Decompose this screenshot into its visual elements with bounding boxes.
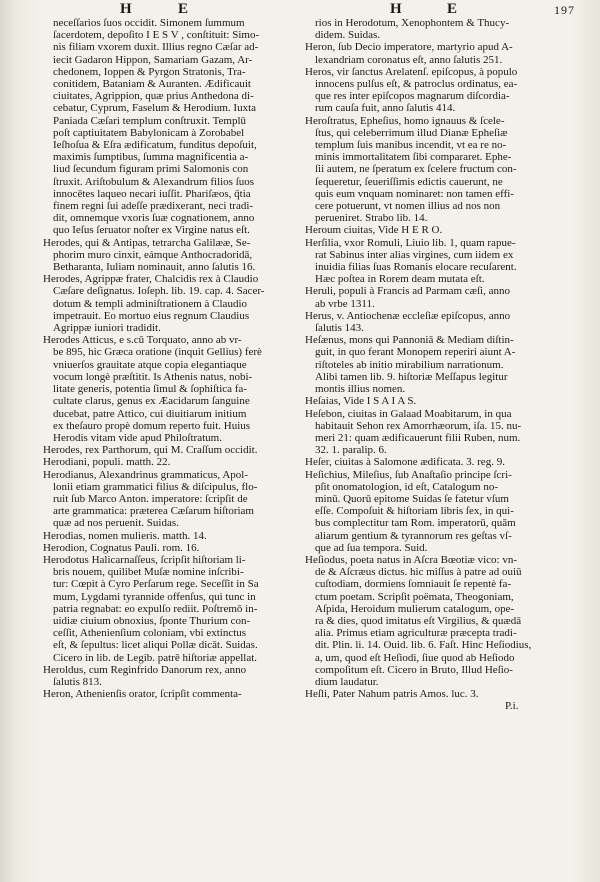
entry-text-line: Paniada Cæſari templum conſtruxit. Templū [53,114,247,127]
entry-text-line: dotum & templi adminiſtrationem à Claudio [53,297,247,310]
entry-text-line: perueniret. Strabo lib. 14. [315,212,428,225]
entry-text-line: templum ſuis manibus incendit, vt ea re no- [315,139,507,152]
entry-text-line: ſalutis 813. [53,675,102,688]
entry-text-line: uidiæ ciuium obnoxius, ſponte Thurium con- [53,614,251,627]
entry-text-line: tur: Cœpit à Cyro Perſarum rege. Seceſſit in Sa [53,578,259,591]
entry-text-line: pſit onomatologion, id eſt, Catalogum no- [315,480,499,493]
entry-text-line: ſtruxit. Ariſtobulum & Alexandrum filios ſuos [53,175,255,188]
entry-text-line: rios in Herodotum, Xenophontem & Thucy- [315,17,510,29]
entry-text-line: inuidia filias ſuas Romanis elocare recuſarent. [315,261,517,274]
entry-text-line: be 895, hic Græca oratione (inquit Gellius) ferè [53,346,262,359]
entry-text-line: Ieſhoſua & Eſra ædificatum, funditus depoſuit, [53,139,257,152]
entry-text-line: innocētes laqueo necari iuſſit. Phariſæos, q̄tia [53,187,251,200]
entry-text-line: liud ſecundum figuram primi Salomonis con [53,163,249,176]
entry-text-line: impetrauit. Eo mortuo eius regnum Claudius [53,309,250,322]
entry-headword-line: Herodes, Agrippæ frater, Chalcidis rex à Claudio [43,273,259,286]
entry-headword-line: Heroum ciuitas, Vide H E R O. [305,224,443,237]
entry-text-line: montis illius nomen. [315,383,406,396]
page-number: 197 [554,3,575,17]
entry-headword-line: Heron, Athenienſis orator, ſcripſit commenta- [43,688,242,701]
right-column [305,17,573,713]
entry-headword-line: Heſli, Pater Nahum patris Amos. luc. 3. [305,688,479,701]
entry-text-line: innocens pulſus eſt, & patroclus ordinatus, ea- [315,78,518,91]
entry-text-line: ducebat, patre Attico, cui diuitiarum initium [53,407,247,420]
entry-text-line: patria regnabat: eo expulſo rediit. Poſtremō in- [53,602,258,615]
entry-text-line: rat Sabinus inter alias virgines, cum iidem ex [315,248,514,261]
entry-text-line: Alibi tamen lib. 9. hiſtoriæ Meſſapus legitur [315,370,508,383]
entry-text-line: ra & dies, quod imitatus eſt Virgilius, & quædā [315,614,522,627]
entry-headword-line: Herodiani, populi. matth. 22. [43,456,171,469]
entry-text-line: litate generis, potentia ſimul & ſophiſtica fa- [53,383,247,396]
entry-text-line: que res inter epiſcopos magnarum diſcordia- [315,90,510,103]
entry-headword-line: Herodias, nomen mulieris. matth. 14. [43,529,207,542]
entry-text-line: Betharanta, Iuliam nominauit, anno ſalutis 16. [53,261,256,274]
entry-headword-line: Herodotus Halicarnaſſeus, ſcripſit hiſtoriam li- [43,553,246,566]
entry-text-line: ceſſit, Athenienſium coloniam, vbi extinctus [53,627,247,640]
entry-text-line: ab vrbe 1311. [315,297,375,310]
left-column [43,17,305,700]
entry-headword-line: Heſebon, ciuitas in Galaad Moabitarum, in qua [305,407,512,420]
entry-headword-line: Heros, vir ſanctus Arelatenſ. epiſcopus, à populo [305,65,518,78]
entry-text-line: arte grammatica: præterea Cæſarum hiſtoriam [53,505,254,518]
entry-text-line: a, um, quod eſt Heſiodi, ſiue quod ab Heſiodo [315,651,515,664]
entry-text-line: P.i. [505,700,519,713]
header-letter-right-a: H [390,1,403,17]
entry-text-line: vniuerſos grauitate atque copia elegantiaque [53,358,247,371]
entry-text-line: didem. Suidas. [315,29,381,42]
entry-headword-line: Heruli, populi à Francis ad Parmam cæſi, anno [305,285,510,298]
entry-text-line: cultate clarus, genus ex Æacidarum ſanguine [53,395,250,408]
entry-headword-line: Herodion, Cognatus Pauli. rom. 16. [43,541,200,554]
entry-text-line: ctum poetam. Scripſit poëmata, Theogoniam, [315,590,514,603]
header-letter-left-a: H [120,1,133,17]
entry-text-line: ex theſauro propè domum reperto fuit. Huius [53,419,251,432]
entry-text-line: dit, omnemque vxoris ſuæ cognationem, anno [53,212,255,225]
entry-text-line: chedonem, Ioppen & Pyrgon Stratonis, Tra- [53,65,246,78]
entry-text-line: habitauit Sehon rex Amorrhæorum, iſa. 15. nu- [315,419,522,432]
entry-text-line: nis filiam vxorem duxit. Illius regno Cæſar ad- [53,41,259,54]
entry-text-line: ſalutis 143. [315,322,364,335]
entry-text-line: ſacerdotem, depoſito I E S V , conſtituit: Simo- [53,29,260,42]
entry-text-line: lexandriam coronatus eſt, anno ſalutis 251. [315,53,503,66]
entry-text-line: cuſtodiam, dormiens ſomniauit ſe repentè fa- [315,578,512,591]
entry-text-line: phorim muro cinxit, eámque Anthocradoridā, [53,248,253,261]
entry-headword-line: Heron, ſub Decio imperatore, martyrio apud A- [305,41,513,54]
entry-headword-line: Herodes Atticus, e s.cū Torquato, anno ab vr- [43,334,242,347]
entry-text-line: meri 21: quam ædificauerunt filii Ruben, num. [315,431,521,444]
entry-headword-line: Herus, v. Antiochenæ eccleſiæ epiſcopus, anno [305,309,511,322]
header-letter-right-b: E [447,1,459,17]
entry-headword-line: Herodes, qui & Antipas, tetrarcha Galilææ, Se- [43,236,251,249]
entry-text-line: que ad ſua tempora. Suid. [315,541,428,554]
entry-text-line: Cicero in lib. de Legib. patrē hiſtoriæ appellat. [53,651,258,664]
entry-text-line: dit. Plin. li. 14. Ouid. lib. 6. Faſt. Hinc Heſiodius, [315,639,532,652]
entry-text-line: guit, in quo ferant Monopem reperiri aiunt A- [315,346,516,359]
entry-headword-line: Heſiodus, poeta natus in Aſcra Bœotiæ vico: vn- [305,553,518,566]
entry-text-line: Cæſare deſignatus. Ioſeph. lib. 19. cap. 4. Sacer- [53,285,265,298]
entry-text-line: compoſitum eſt. Cicero in Bruto, Illud Heſio- [315,663,513,676]
entry-text-line: ciuitates, Agrippion, quæ prius Anthedona di- [53,90,254,103]
entry-text-line: ſequeretur, ſeueriſſimis edictis cauerunt, ne [315,175,503,188]
entry-headword-line: Heſaias, Vide I S A I A S. [305,395,417,408]
entry-text-line: ſii autem, ne ſperatum ex ſcelere fructum con- [315,163,517,176]
entry-headword-line: Herodes, rex Parthorum, qui M. Craſſum occidit. [43,444,258,457]
entry-text-line: cebatur, Cyprum, Faselum & Herodium. Iuxta [53,102,257,115]
entry-headword-line: Heroſtratus, Epheſius, homo ignauus & ſcele- [305,114,505,127]
entry-text-line: alia. Primus etiam agriculturæ præcepta tradi- [315,627,517,640]
entry-headword-line: Heſichius, Mileſius, ſub Anaſtaſio principe ſcri- [305,468,512,481]
entry-headword-line: Heſænus, mons qui Pannoniā & Mediam diſtin- [305,334,514,347]
entry-text-line: Hæc poſtea in Rorem deam mutata eſt. [315,273,485,286]
entry-text-line: neceſſarios ſuos occidit. Simonem ſummum [53,17,245,29]
entry-text-line: minū. Quorū epitome Suidas ſe fatetur vſum [315,492,509,505]
entry-text-line: dium laudatur. [315,675,379,688]
entry-headword-line: Herſilia, vxor Romuli, Liuio lib. 1, quam rapue- [305,236,516,249]
entry-text-line: Aſpida, Heroidum mulierum catalogum, ope- [315,602,515,615]
entry-headword-line: Heroldus, cum Reginfrido Danorum rex, anno [43,663,247,676]
header-letter-left-b: E [178,1,190,17]
entry-text-line: quæ ad nos peruenit. Suidas. [53,517,179,530]
entry-headword-line: Heſer, ciuitas à Salomone ædificata. 3. reg. 9. [305,456,505,469]
entry-text-line: ſtus, qui celeberrimum illud Dianæ Epheſiæ [315,126,508,139]
entry-text-line: Herodis vitam vide apud Philoſtratum. [53,431,222,444]
entry-text-line: Agrippæ iuniori tradidit. [53,322,161,335]
entry-text-line: conitidem, Bataniam & Auranten. Ædificauit [53,78,251,91]
entry-text-line: bus complectitur tam Rom. imperatorū, quām [315,517,516,530]
entry-text-line: ruit ſub Marco Anton. imperatore: ſcripſit de [53,492,248,505]
entry-text-line: aliarum gentium & tyrannorum res geſtas vſ- [315,529,512,542]
entry-text-line: quo Ieſus ſeruator noſter ex Virgine natus eſt. [53,224,250,237]
entry-text-line: quis eum vnquam nominaret: non tamen effi- [315,187,514,200]
entry-text-line: eſſe. Compoſuit & hiſtoriam libris ſex, in qui- [315,505,514,518]
entry-text-line: lonii etiam grammatici filius & diſcipulus, flo- [53,480,258,493]
entry-text-line: vocum longè præſtitit. Is Athenis natus, nobi- [53,370,253,383]
entry-text-line: bris nouem, quilibet Muſæ nomine inſcribi- [53,566,244,579]
entry-text-line: eſt, & ſepultus: licet aliqui Pollæ dicāt. Suidas. [53,639,258,652]
entry-text-line: de & Aſcræus dictus. hic miſſus à patre ad ouiū [315,566,522,579]
entry-headword-line: Herodianus, Alexandrinus grammaticus, Apol- [43,468,248,481]
entry-text-line: rum cauſa fuit, anno ſalutis 414. [315,102,456,115]
entry-text-line: iecit Gadaron Hippon, Samariam Gazam, Ar- [53,53,253,66]
entry-text-line: mum, Lygdami tyrannide offenſus, qui tunc in [53,590,256,603]
entry-text-line: finem regni ſui adeſſe prædixerant, neci tradi- [53,200,254,213]
entry-text-line: maximis ſumptibus, ſumma magnificentia a- [53,151,249,164]
entry-text-line: poſt captiuitatem Babylonicam à Zorobabel [53,126,245,139]
entry-text-line: cere potuerunt, vt nomen illius ad nos non [315,200,501,213]
entry-text-line: 32. 1. paralip. 6. [315,444,387,457]
entry-text-line: riſtoteles ab initio mirabilium narrationum. [315,358,504,371]
entry-text-line: minis immortalitatem ſibi compararet. Ephe- [315,151,512,164]
